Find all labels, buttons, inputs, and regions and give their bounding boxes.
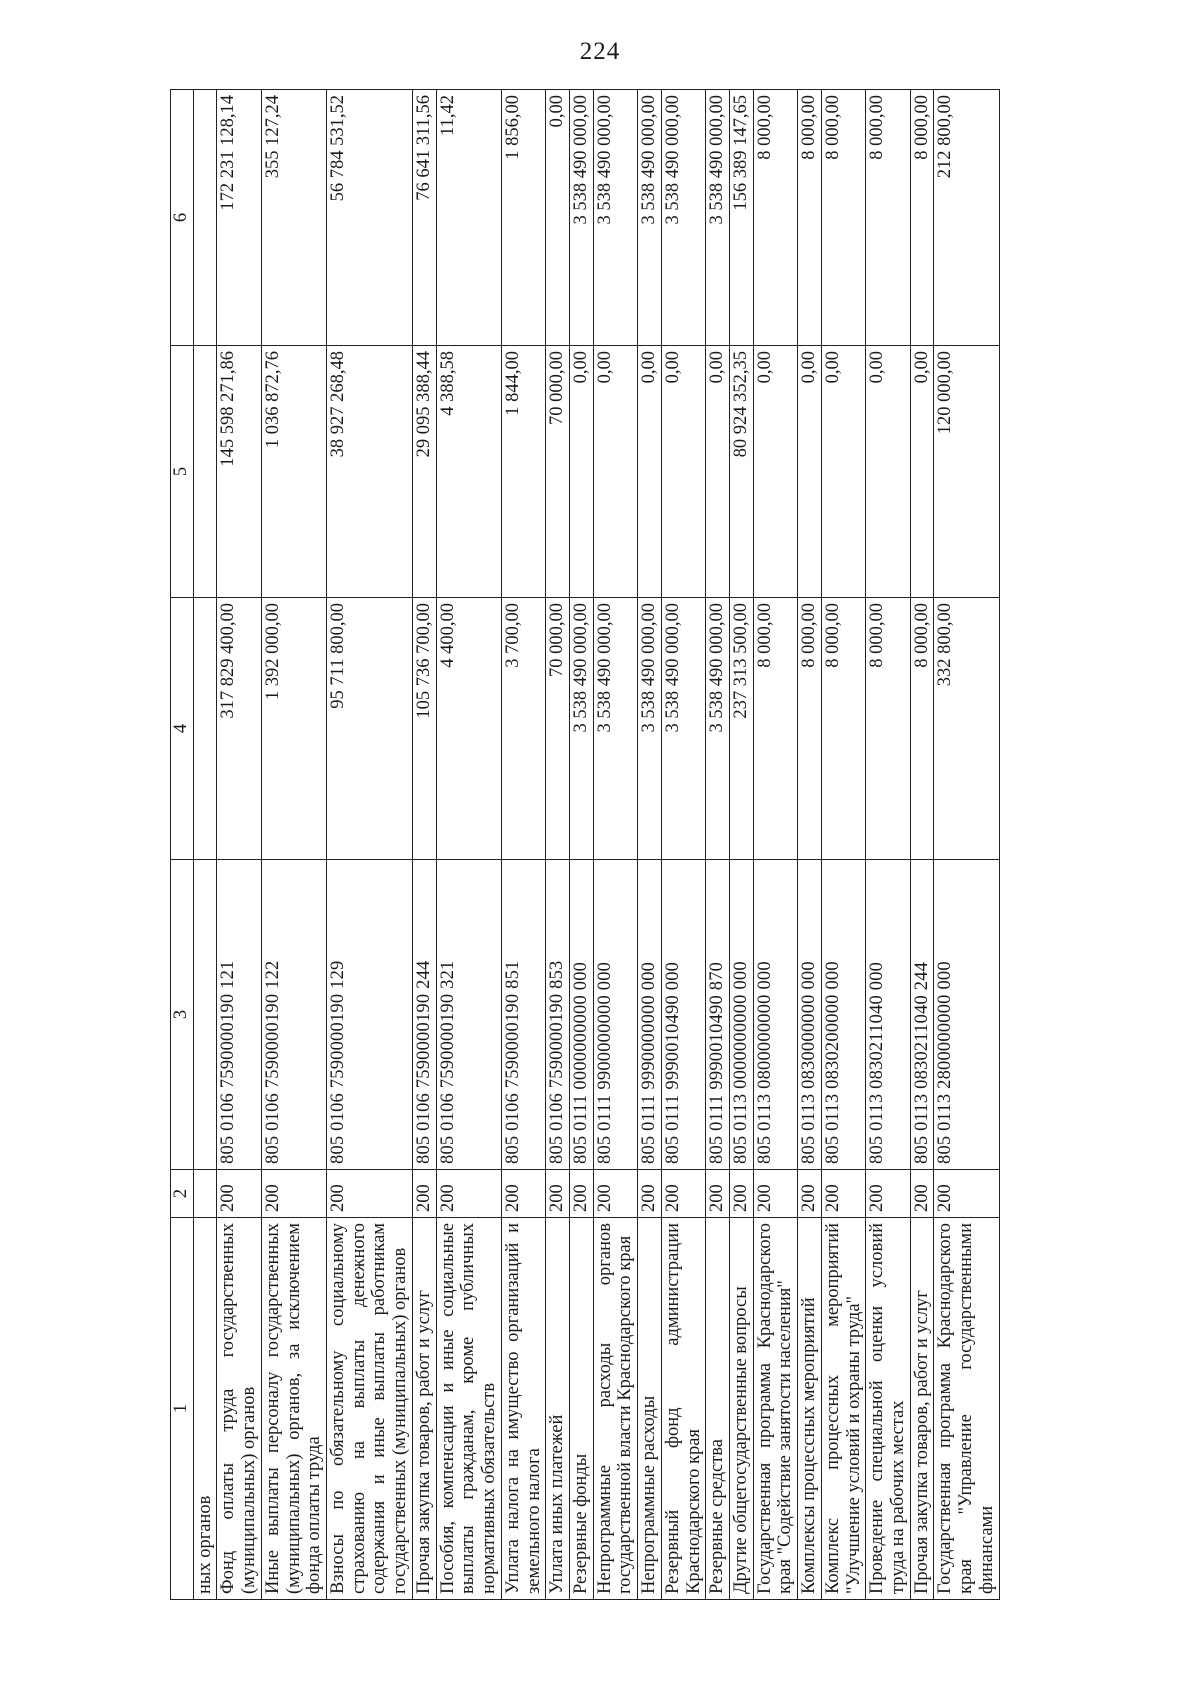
row-fact: 0,00 [706,346,730,598]
table-row [546,90,570,1600]
row-fact: 80 924 352,35 [729,346,753,598]
row-status: 200 [866,1170,910,1218]
row-code: 805 0113 0830211040 244 [910,860,934,1170]
row-code: 805 0113 0830200000 000 [821,860,865,1170]
row-fact: 1 844,00 [501,346,545,598]
row-name: Резервный фонд администрации Краснодарского края [661,1218,705,1600]
row-name: Иные выплаты персоналу государственных (муниципальных) органов, за исключением фонда оплаты труда [261,1218,326,1600]
row-fact: 0,00 [638,346,662,598]
row-fact: 70 000,00 [546,346,570,598]
row-name: Комплексы процессных мероприятий [798,1218,822,1600]
row-remainder: 8 000,00 [798,90,822,346]
row-code: 805 0111 9900000000 000 [593,860,637,1170]
row-status: 200 [661,1170,705,1218]
row-remainder: 156 389 147,65 [729,90,753,346]
row-status: 200 [593,1170,637,1218]
row-remainder: 56 784 531,52 [327,90,413,346]
row-status: 200 [934,1170,999,1218]
table-row [217,90,261,1600]
row-status: 200 [753,1170,797,1218]
row-fact: 0,00 [866,346,910,598]
row-fact: 4 388,58 [436,346,501,598]
row-code: 805 0113 0830000000 000 [798,860,822,1170]
row-fact: 38 927 268,48 [327,346,413,598]
row-remainder: 8 000,00 [821,90,865,346]
table-row [910,90,934,1600]
table-row [729,90,753,1600]
row-fact: 0,00 [661,346,705,598]
row-code: 805 0106 7590000190 122 [261,860,326,1170]
row-status: 200 [798,1170,822,1218]
header-col-2: 2 [171,1170,194,1218]
row-plan: 8 000,00 [866,598,910,860]
row-code: 805 0113 0000000000 000 [729,860,753,1170]
table-row [934,90,999,1600]
row-name: Комплекс процессных мероприятий "Улучшение условий и охраны труда" [821,1218,865,1600]
row-status: 200 [501,1170,545,1218]
table-row [261,90,326,1600]
row-name: Резервные средства [706,1218,730,1600]
row-plan: 3 538 490 000,00 [569,598,593,860]
row-remainder: 0,00 [546,90,570,346]
row-plan: 8 000,00 [910,598,934,860]
rotated-table-area [170,90,1200,1594]
table-row [327,90,413,1600]
row-plan: 1 392 000,00 [261,598,326,860]
row-name: Уплата иных платежей [546,1218,570,1600]
row-code: 805 0111 9990010490 000 [661,860,705,1170]
header-col-4: 4 [171,598,194,860]
row-code: 805 0113 0830211040 000 [866,860,910,1170]
row-name: Государственная программа Краснодарского края "Управление государственными финансами [934,1218,999,1600]
row-status: 200 [910,1170,934,1218]
row-plan: 8 000,00 [821,598,865,860]
row-name: Другие общегосударственные вопросы [729,1218,753,1600]
row-plan: 8 000,00 [753,598,797,860]
table-row [436,90,501,1600]
row-status: 200 [327,1170,413,1218]
row-plan: 237 313 500,00 [729,598,753,860]
row-fact: 0,00 [821,346,865,598]
row-code: 805 0106 7590000190 851 [501,860,545,1170]
table-row [412,90,436,1600]
header-row [171,90,194,1600]
row-fact: 120 000,00 [934,346,999,598]
row-name: Резервные фонды [569,1218,593,1600]
row-fact: 29 095 388,44 [412,346,436,598]
row-name: Непрограммные расходы [638,1218,662,1600]
row-remainder: 172 231 128,14 [217,90,261,346]
row-remainder: 76 641 311,56 [412,90,436,346]
row-name: Взносы по обязательному социальному страхованию на выплаты денежного содержания и иные выплаты работникам государственных (муниципальных) органов [327,1218,413,1600]
row-plan: 4 400,00 [436,598,501,860]
row-name: Пособия, компенсации и иные социальные выплаты гражданам, кроме публичных нормативных обязательств [436,1218,501,1600]
row-remainder: 3 538 490 000,00 [638,90,662,346]
row-fact: 0,00 [569,346,593,598]
table-row [821,90,865,1600]
row-status: 200 [546,1170,570,1218]
row-name: Проведение специальной оценки условий труда на рабочих местах [866,1218,910,1600]
table-body [217,90,999,1600]
row-remainder: 8 000,00 [753,90,797,346]
row-name: Уплата налога на имущество организаций и земельного налога [501,1218,545,1600]
row-plan: 317 829 400,00 [217,598,261,860]
table-row [753,90,797,1600]
table-row [661,90,705,1600]
row-plan: 3 538 490 000,00 [706,598,730,860]
row-status: 200 [217,1170,261,1218]
row-remainder: 212 800,00 [934,90,999,346]
row-fact: 0,00 [593,346,637,598]
header-col-1: 1 [171,1218,194,1600]
row-plan: 95 711 800,00 [327,598,413,860]
table-row [593,90,637,1600]
row-name: Непрограммные расходы органов государственной власти Краснодарского края [593,1218,637,1600]
continuation-text: ных органов [193,1218,217,1600]
table-row [798,90,822,1600]
row-plan: 3 538 490 000,00 [638,598,662,860]
row-code: 805 0111 9990000000 000 [638,860,662,1170]
row-code: 805 0106 7590000190 121 [217,860,261,1170]
row-plan: 3 538 490 000,00 [593,598,637,860]
row-status: 200 [706,1170,730,1218]
row-plan: 8 000,00 [798,598,822,860]
row-status: 200 [261,1170,326,1218]
row-name: Фонд оплаты труда государственных (муниципальных) органов [217,1218,261,1600]
row-code: 805 0113 0800000000 000 [753,860,797,1170]
row-plan: 3 700,00 [501,598,545,860]
row-status: 200 [638,1170,662,1218]
row-remainder: 3 538 490 000,00 [569,90,593,346]
row-remainder: 1 856,00 [501,90,545,346]
table-row [866,90,910,1600]
row-code: 805 0106 7590000190 853 [546,860,570,1170]
row-remainder: 8 000,00 [910,90,934,346]
row-code: 805 0106 7590000190 129 [327,860,413,1170]
budget-table [170,89,1000,1600]
rotated-table-frame [170,90,1075,1600]
table-row [706,90,730,1600]
row-fact: 0,00 [910,346,934,598]
row-plan: 70 000,00 [546,598,570,860]
header-col-3: 3 [171,860,194,1170]
row-code: 805 0111 9990010490 870 [706,860,730,1170]
header-col-6: 6 [171,90,194,346]
row-status: 200 [436,1170,501,1218]
row-code: 805 0113 2800000000 000 [934,860,999,1170]
row-code: 805 0106 7590000190 244 [412,860,436,1170]
row-fact: 0,00 [798,346,822,598]
table-row [638,90,662,1600]
row-remainder: 8 000,00 [866,90,910,346]
row-code: 805 0111 0000000000 000 [569,860,593,1170]
row-name: Прочая закупка товаров, работ и услуг [412,1218,436,1600]
row-code: 805 0106 7590000190 321 [436,860,501,1170]
row-name: Государственная программа Краснодарского края "Содействие занятости населения" [753,1218,797,1600]
row-plan: 105 736 700,00 [412,598,436,860]
row-plan: 3 538 490 000,00 [661,598,705,860]
row-fact: 0,00 [753,346,797,598]
row-name: Прочая закупка товаров, работ и услуг [910,1218,934,1600]
continuation-row [193,90,217,1600]
row-remainder: 3 538 490 000,00 [661,90,705,346]
table-row [501,90,545,1600]
table-row [569,90,593,1600]
row-plan: 332 800,00 [934,598,999,860]
row-status: 200 [821,1170,865,1218]
row-fact: 145 598 271,86 [217,346,261,598]
row-status: 200 [412,1170,436,1218]
row-remainder: 355 127,24 [261,90,326,346]
page-number: 224 [579,38,621,65]
row-remainder: 3 538 490 000,00 [593,90,637,346]
header-col-5: 5 [171,346,194,598]
row-status: 200 [729,1170,753,1218]
row-remainder: 3 538 490 000,00 [706,90,730,346]
row-fact: 1 036 872,76 [261,346,326,598]
row-status: 200 [569,1170,593,1218]
row-remainder: 11,42 [436,90,501,346]
